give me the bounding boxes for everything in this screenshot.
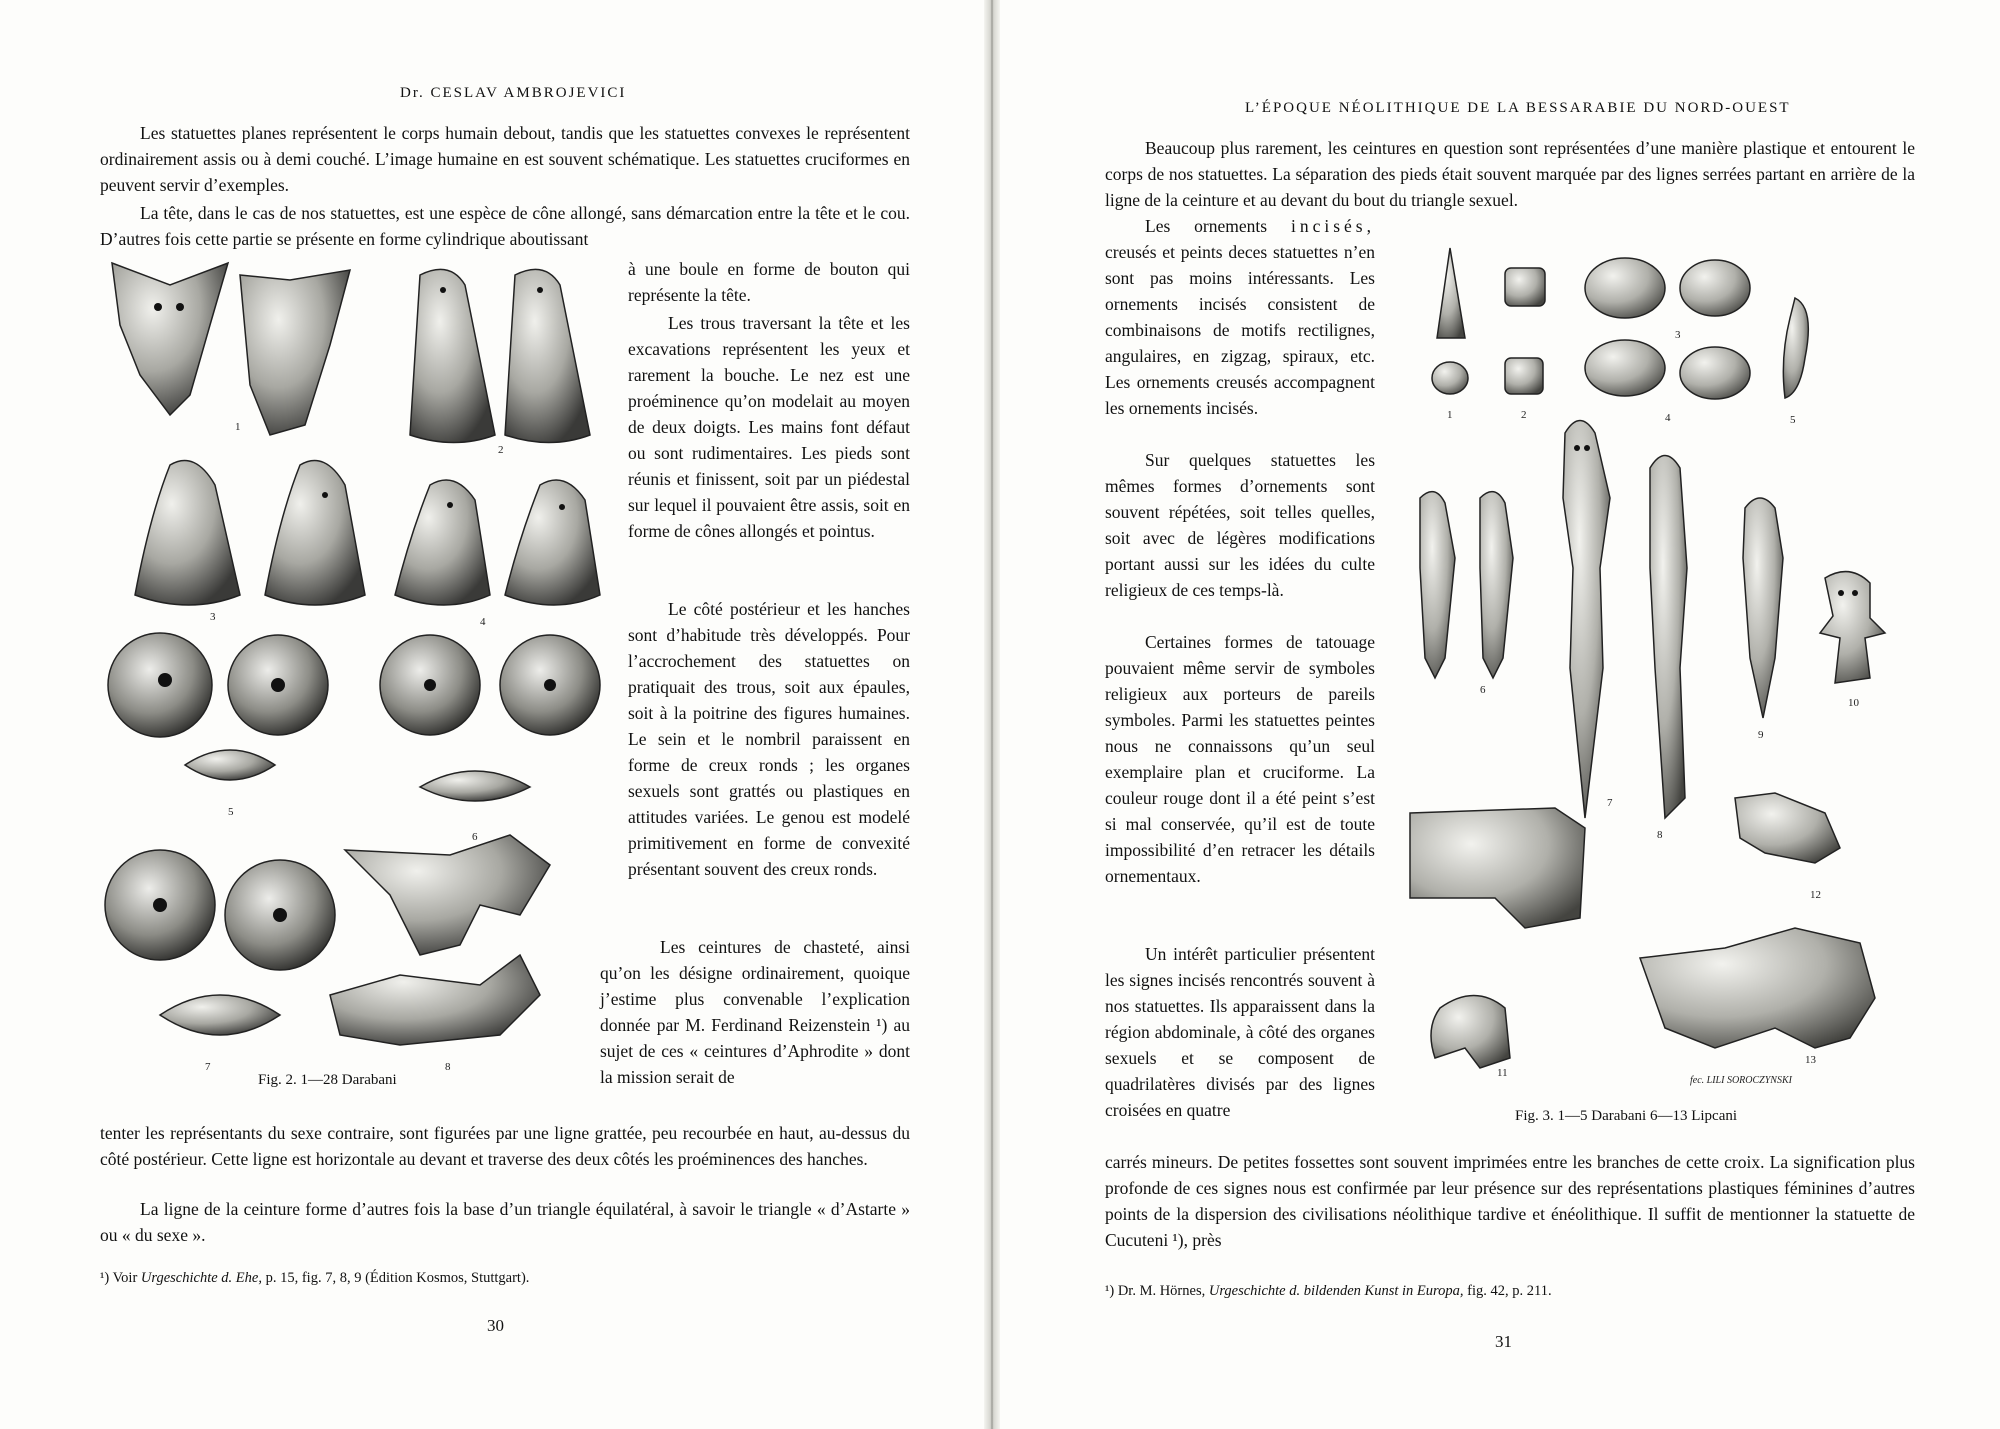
fig-number: 7 — [205, 1061, 211, 1073]
fig-number: 10 — [1848, 697, 1859, 709]
statuette-3a — [135, 461, 240, 606]
page-number: 30 — [487, 1316, 504, 1335]
item-5 — [1783, 298, 1808, 398]
fig-number: 4 — [1665, 412, 1671, 424]
fig-number: 9 — [1758, 729, 1764, 741]
fig-number: 13 — [1805, 1054, 1816, 1066]
statuette-4a — [395, 480, 490, 605]
animal-figurine-13 — [1640, 928, 1875, 1048]
item-4b — [1680, 347, 1750, 399]
paragraph: Un intérêt particulier présentent les signes incisés rencontrés souvent à nos statuettes. Ils apparaissent dans la région abdominale, à côté des organes sexuels et se composent de quadrilatères divisés par des lignes croisées en quatre — [1105, 944, 1375, 1120]
running-head: Dr. CESLAV AMBROJEVICI — [400, 85, 627, 101]
paragraph: La ligne de la ceinture forme d’autres fois la base d’un triangle équilatéral, à savoir le triangle « d’Astarte » ou « du sexe ». — [100, 1199, 910, 1245]
figure-caption: Fig. 2. 1—28 Darabani — [258, 1072, 397, 1088]
fig-number: 8 — [445, 1061, 451, 1073]
fig-number: 5 — [228, 806, 234, 818]
item-2a — [1505, 268, 1545, 306]
spindle-whorl-5a — [108, 633, 212, 737]
fig-number: 2 — [498, 444, 504, 456]
item-3b — [1680, 260, 1750, 316]
book-gutter — [984, 0, 1000, 1429]
animal-figurine-12 — [1735, 793, 1840, 863]
fig-number: 8 — [1657, 829, 1663, 841]
figurine-8 — [1650, 456, 1687, 819]
page-number: 31 — [1495, 1332, 1512, 1351]
running-head: L’ÉPOQUE NÉOLITHIQUE DE LA BESSARABIE DU NORD-OUEST — [1245, 100, 1791, 116]
paragraph: Certaines formes de tatouage pouvaient même servir de symboles religieux aux porteurs de pareils symboles. Parmi les statuettes peintes nous ne connaissons qu’un seul exemplaire plan et cruciforme. La couleur rouge dont il a été peint s’est si mal conservée, qu’il est de toute impossibilité d’en retracer les détails ornementaux. — [1105, 632, 1375, 886]
statuette-2a — [410, 269, 495, 442]
statuette-1a — [112, 263, 228, 415]
fig-number: 5 — [1790, 414, 1796, 426]
fig-number: 6 — [472, 831, 478, 843]
statuette-3b — [265, 461, 365, 606]
figure-2-drawing — [100, 255, 610, 1075]
statuette-2b — [505, 269, 590, 442]
right-page — [1000, 0, 2000, 1429]
paragraph: à une boule en forme de bouton qui représente la tête. — [628, 259, 910, 305]
statuette-1b — [240, 270, 350, 435]
paragraph: La tête, dans le cas de nos statuettes, est une espèce de cône allongé, sans démarcation entre la tête et le cou. D’autres fois cette partie se présente en forme cylindrique aboutissant — [100, 203, 910, 249]
fragment-11a — [1410, 808, 1585, 928]
figurine-10 — [1820, 572, 1885, 683]
figurine-9 — [1743, 498, 1783, 718]
item-3a — [1585, 258, 1665, 318]
item-4a — [1585, 340, 1665, 396]
footnote: ¹) Voir Urgeschichte d. Ehe, p. 15, fig. 7, 8, 9 (Édition Kosmos, Stuttgart). — [100, 1270, 530, 1286]
figure-2-illustration — [100, 255, 610, 1075]
fig-number: 3 — [1675, 329, 1681, 341]
figure-3-illustration — [1395, 238, 1915, 1098]
figure-caption: Fig. 3. 1—5 Darabani 6—13 Lipcani — [1515, 1108, 1738, 1124]
left-page — [0, 0, 984, 1429]
paragraph: carrés mineurs. De petites fossettes sont souvent imprimées entre les branches de cette croix. La signification plus profonde de ces signes nous est confirmée par leur présence sur des représentations plastiques féminines d’autres points de la dispersion des civilisations néolithique tardive et énéolithique. Il suffit de mentionner la statuette de Cucuteni ¹), près — [1105, 1152, 1915, 1250]
paragraph: Beaucoup plus rarement, les ceintures en question sont représentées d’une manière plastique et entourent le corps de nos statuettes. La séparation des pieds était souvent marquée par des lignes serrées partant en arrière de la ligne de la ceinture et au devant du bout du triangle sexuel. — [1105, 138, 1915, 210]
paragraph: Les ceintures de chasteté, ainsi qu’on les désigne ordinairement, quoique j’estime plus convenable l’explication donnée par M. Ferdinand Reizenstein ¹) au sujet de ces « ceintures d’Aphrodite » dont la mission serait de — [600, 937, 910, 1087]
fragment-8a — [345, 835, 550, 955]
fragment-8b — [330, 955, 540, 1045]
fragment-11b — [1431, 996, 1510, 1069]
fig-number: 11 — [1497, 1067, 1508, 1079]
fig-number: 12 — [1810, 889, 1821, 901]
paragraph: Les trous traversant la tête et les excavations représentent les yeux et rarement la bouche. Le nez est une proéminence qu’on modelait au moyen de deux doigts. Les mains font défaut ou sont rudimentaires. Les pieds sont réunis et finissent, soit par un piédestal sur lequel il pouvaient être assis, soit en forme de cônes allongés et pointus. — [628, 313, 910, 541]
footnote: ¹) Dr. M. Hörnes, Urgeschichte d. bildenden Kunst in Europa, fig. 42, p. 211. — [1105, 1283, 1552, 1299]
item-1b — [1432, 362, 1468, 394]
paragraph: Les ornements incisés, creusés et peints deces statuettes n’en sont pas moins intéressants. Les ornements incisés consistent de combinaisons de motifs rectilignes, angulaires, en zigzag, spiraux, etc. Les ornements creusés accompagnent les ornements incisés. — [1105, 216, 1375, 418]
fig-number: 1 — [235, 421, 241, 433]
paragraph: Les statuettes planes représentent le corps humain debout, tandis que les statuettes convexes le représentent ordinairement assis ou à demi couché. L’image humaine en est souvent schématique. Les statuettes cruciformes en peuvent servir d’exemples. — [100, 123, 910, 195]
figurine-6b — [1480, 492, 1513, 678]
figurine-6a — [1420, 492, 1455, 678]
paragraph: Sur quelques statuettes les mêmes formes d’ornements sont souvent répétées, soit telles quelles, soit avec de légères modifications portant aussi sur les idées du culte religieux de ces temps-là. — [1105, 450, 1375, 600]
item-2b — [1505, 358, 1543, 394]
figurine-7 — [1563, 421, 1610, 819]
paragraph: Le côté postérieur et les hanches sont d’habitude très développés. Pour l’accrochement des statuettes on pratiquait des trous, soit aux épaules, soit à la poitrine des figures humaines. Le sein et le nombril paraissent en forme de creux ronds ; les organes sexuels sont grattés ou plastiques en attitudes variées. Le genou est modelé primitivement en forme de convexité présentant souvent des creux ronds. — [628, 599, 910, 879]
fig-number: 1 — [1447, 409, 1453, 421]
fig-number: 2 — [1521, 409, 1527, 421]
artist-signature: fec. LILI SOROCZYNSKI — [1690, 1075, 1792, 1086]
fig-number: 7 — [1607, 797, 1613, 809]
figure-3-drawing — [1395, 238, 1915, 1098]
fig-number: 6 — [1480, 684, 1486, 696]
fig-number: 4 — [480, 616, 486, 628]
paragraph: tenter les représentants du sexe contraire, sont figurées par une ligne grattée, peu recourbée en haut, au-dessus du côté postérieur. Cette ligne est horizontale au devant et traverse des deux côtés les proéminences des hanches. — [100, 1123, 910, 1169]
fig-number: 3 — [210, 611, 216, 623]
statuette-4b — [505, 480, 600, 605]
item-1a — [1437, 248, 1465, 338]
